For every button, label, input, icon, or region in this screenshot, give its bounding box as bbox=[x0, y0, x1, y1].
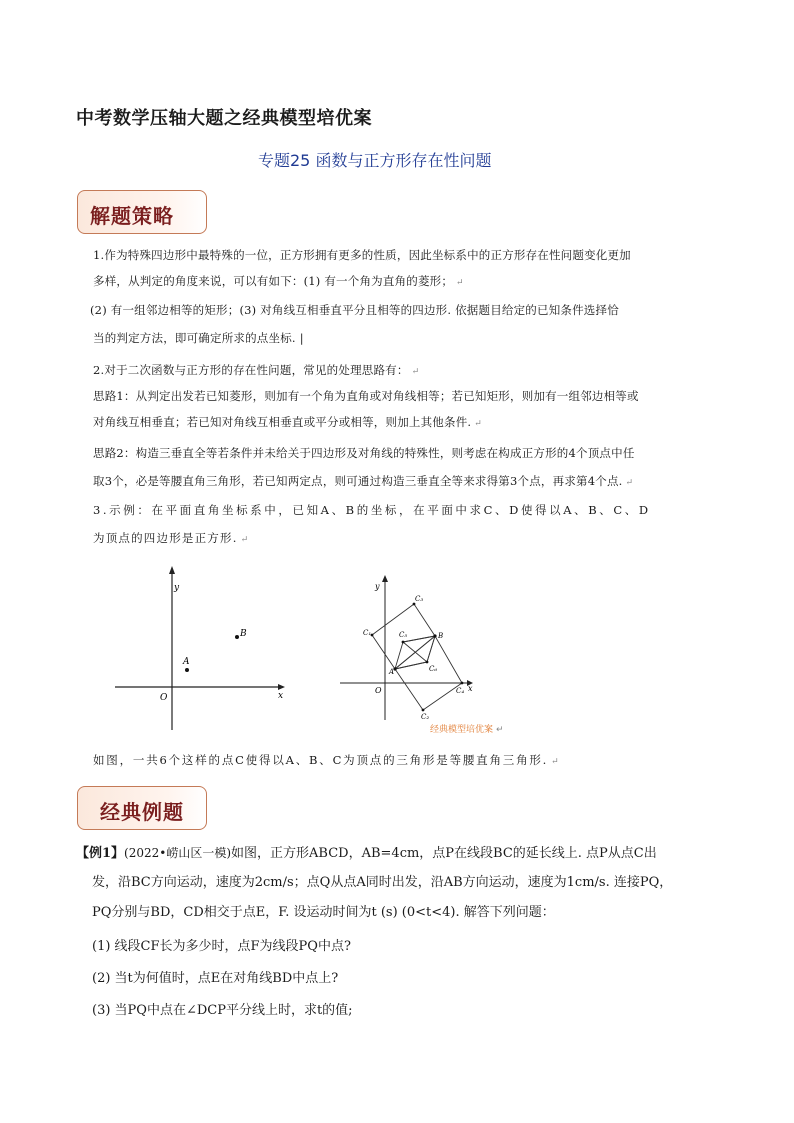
section-examples-box bbox=[77, 786, 207, 830]
topic-subtitle: 专题25 函数与正方形存在性问题 bbox=[258, 151, 492, 170]
svg-text:A: A bbox=[389, 668, 395, 676]
strategy-line-3: (2) 有一组邻边相等的矩形；(3) 对角线互相垂直平分且相等的四边形. 依据题目给定的已知条件选择恰 bbox=[90, 303, 619, 317]
section-strategy-box bbox=[77, 190, 207, 234]
svg-text:B: B bbox=[438, 632, 444, 640]
strategy-line-9: 取3个，必是等腰直角三角形，若已知两定点，则可通过构造三垂直全等来求得第3个点，再求第4个点. ↵ bbox=[93, 474, 634, 488]
section-strategy-title: 解题策略 bbox=[90, 204, 174, 228]
left-point-a-label: A bbox=[183, 657, 190, 667]
document-title: 中考数学压轴大题之经典模型培优案 bbox=[76, 108, 372, 129]
svg-text:x: x bbox=[468, 684, 473, 693]
example-line-3: PQ分别与BD，CD相交于点E，F. 设运动时间为t (s) (0<t<4). 解答下列问题： bbox=[92, 905, 555, 920]
svg-text:C₂: C₂ bbox=[421, 713, 430, 721]
example-question-2: (2) 当t为何值时，点E在对角线BD中点上? bbox=[92, 971, 339, 986]
svg-text:C₃: C₃ bbox=[415, 595, 424, 603]
section-examples-title: 经典例题 bbox=[100, 800, 184, 824]
watermark-label: 经典模型培优案 ↵ bbox=[430, 725, 504, 735]
strategy-line-6: 思路1：从判定出发若已知菱形，则加有一个角为直角或对角线相等；若已知矩形，则加有一组邻边相等或 bbox=[93, 389, 639, 403]
svg-text:C₅: C₅ bbox=[399, 631, 408, 639]
example-question-3: (3) 当PQ中点在∠DCP平分线上时，求t的值; bbox=[92, 1003, 353, 1018]
strategy-line-10: 3.示例：在平面直角坐标系中，已知A、B的坐标，在平面中求C、D使得以A、B、C、D bbox=[93, 503, 651, 517]
strategy-line-8: 思路2：构造三垂直全等若条件并未给关于四边形及对角线的特殊性，则考虑在构成正方形的4个顶点中任 bbox=[93, 446, 635, 460]
example-line-1: 【例1】(2022•崂山区一模)如图，正方形ABCD，AB=4cm，点P在线段BC的延长线上. 点P从点C出 bbox=[76, 846, 657, 861]
strategy-line-7: 对角线互相垂直；若已知对角线互相垂直或平分或相等，则加上其他条件. ↵ bbox=[93, 415, 483, 429]
left-origin-label: O bbox=[160, 693, 168, 703]
figure-left-axes bbox=[110, 560, 290, 735]
strategy-line-5: 2.对于二次函数与正方形的存在性问题，常见的处理思路有： ↵ bbox=[93, 363, 420, 377]
svg-text:O: O bbox=[375, 686, 382, 695]
svg-text:C₁: C₁ bbox=[363, 629, 372, 637]
left-x-label: x bbox=[278, 691, 284, 701]
conclusion-line: 如图，一共6个这样的点C使得以A、B、C为顶点的三角形是等腰直角三角形. ↵ bbox=[93, 753, 561, 767]
svg-text:y: y bbox=[375, 582, 380, 591]
example-question-1: (1) 线段CF长为多少时，点F为线段PQ中点? bbox=[92, 939, 351, 954]
strategy-line-2: 多样，从判定的角度来说，可以有如下：(1) 有一个角为直角的菱形； ↵ bbox=[93, 274, 464, 288]
svg-text:C₆: C₆ bbox=[429, 665, 438, 673]
svg-text:C₄: C₄ bbox=[456, 687, 465, 695]
strategy-line-11: 为顶点的四边形是正方形. ↵ bbox=[93, 531, 250, 545]
example-line-2: 发，沿BC方向运动，速度为2cm/s；点Q从点A同时出发，沿AB方向运动，速度为1cm/s. 连接PQ， bbox=[92, 875, 673, 890]
strategy-line-1: 1.作为特殊四边形中最特殊的一位，正方形拥有更多的性质，因此坐标系中的正方形存在性问题变化更加 bbox=[93, 248, 631, 262]
left-point-b-label: B bbox=[240, 629, 247, 639]
strategy-line-4: 当的判定方法，即可确定所求的点坐标. | bbox=[93, 331, 304, 345]
left-y-label: y bbox=[174, 583, 180, 593]
figure-right-squares bbox=[335, 575, 515, 725]
